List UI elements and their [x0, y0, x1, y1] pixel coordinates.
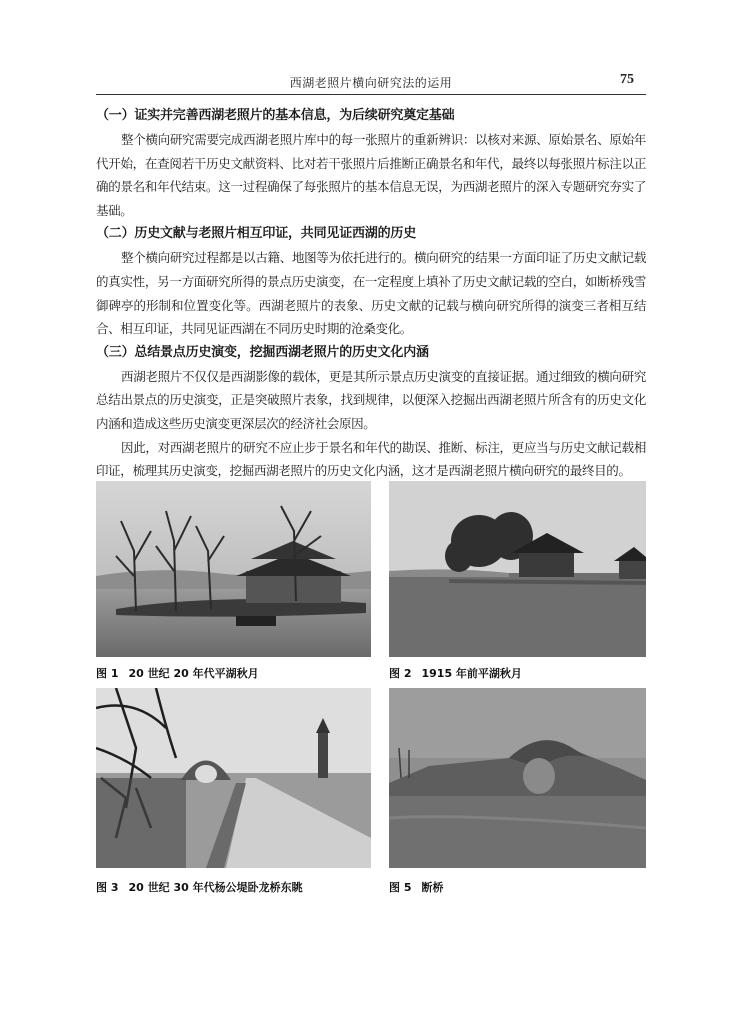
figure-caption-text: 断桥	[421, 881, 444, 894]
figure-number: 图 3	[96, 881, 119, 894]
figure-3-caption	[96, 879, 303, 895]
running-header-title: 西湖老照片横向研究法的运用	[289, 76, 453, 90]
header-rule	[96, 94, 646, 95]
paragraph: 西湖老照片不仅仅是西湖影像的载体，更是其所示景点历史演变的直接证据。通过细致的横向研究总结出景点的历史演变，正是突破照片表象，找到规律，以便深入挖掘出西湖老照片所含有的历史文化内涵和造成这些历史演变更深层次的经济社会原因。	[96, 368, 646, 431]
section-heading-2: （二）历史文献与老照片相互印证，共同见证西湖的历史	[96, 226, 417, 242]
figure-2-caption	[389, 665, 522, 681]
figure-1-caption	[96, 665, 259, 681]
paragraph: 因此，对西湖老照片的研究不应止步于景名和年代的勘误、推断、标注，更应当与历史文献记载相印证，梳理其历史演变，挖掘西湖老照片的历史文化内涵，这才是西湖老照片横向研究的最终目的。	[96, 439, 646, 479]
section-heading-3: （三）总结景点历史演变，挖掘西湖老照片的历史文化内涵	[96, 344, 429, 360]
figure-5-caption	[389, 879, 443, 895]
page-number: 75	[620, 72, 634, 87]
figure-caption-text: 20 世纪 20 年代平湖秋月	[128, 667, 259, 680]
paragraph: 整个横向研究过程都是以古籍、地图等为依托进行的。横向研究的结果一方面印证了历史文献记载的真实性，另一方面研究所得的景点历史演变，在一定程度上填补了历史文献记载的空白，如断桥残雪御碑亭的形制和位置变化等。西湖老照片的表象、历史文献的记载与横向研究所得的演变三者相互结合、相互印证，共同见证西湖在不同历史时期的沧桑变化。	[96, 250, 646, 337]
paragraph: 整个横向研究需要完成西湖老照片库中的每一张照片的重新辨识：以核对来源、原始景名、原始年代开始，在查阅若干历史文献资料、比对若干张照片后推断正确景名和年代，最终以每张照片标注以正确的景名和年代结束。这一过程确保了每张照片的基本信息无误，为西湖老照片的深入专题研究夯实了基础。	[96, 132, 646, 218]
figure-number: 图 1	[96, 667, 119, 680]
figure-caption-text: 20 世纪 30 年代杨公堤卧龙桥东眺	[128, 881, 303, 894]
figure-3-photo	[96, 688, 371, 868]
figure-2-photo	[389, 481, 646, 657]
body-text	[96, 104, 646, 483]
figure-number: 图 5	[389, 881, 412, 894]
figure-number: 图 2	[389, 667, 412, 680]
section-heading-1: （一）证实并完善西湖老照片的基本信息，为后续研究奠定基础	[96, 108, 455, 123]
figure-5-photo	[389, 688, 646, 868]
figure-caption-text: 1915 年前平湖秋月	[421, 667, 522, 680]
figure-1-photo	[96, 481, 371, 657]
